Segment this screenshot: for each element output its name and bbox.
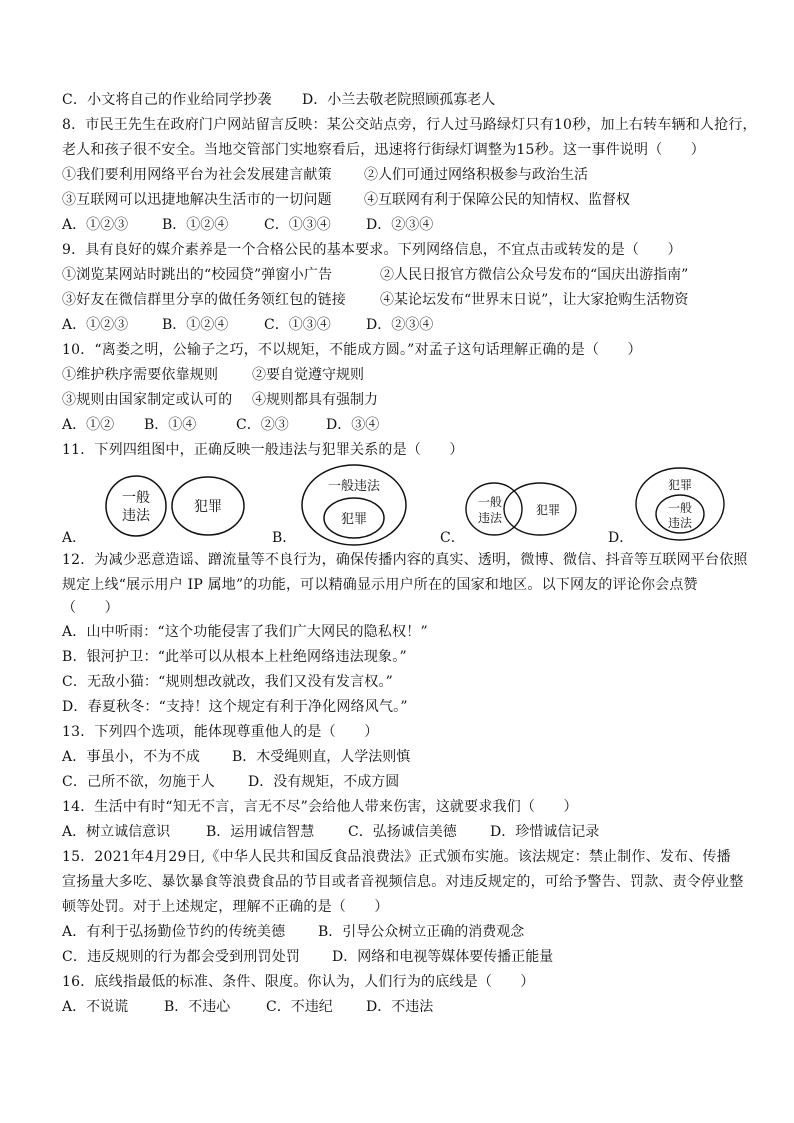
q16-option-c: C．不违纪: [266, 999, 333, 1015]
venn-diagram-d: [632, 462, 732, 546]
q12-stem-line3: （ ）: [62, 600, 119, 616]
q10-item-4: ④规则都具有强制力: [252, 392, 378, 408]
venn-c-text-2: 违法: [477, 511, 503, 525]
q11-label-c: C．: [440, 530, 465, 546]
q8-stem-line1: 8．市民王先生在政府门户网站留言反映：某公交站点旁，行人过马路绿灯只有10秒，加上右转车辆和人抢行，: [62, 117, 757, 133]
q8-option-d: D．②③④: [366, 217, 434, 233]
venn-diagram-a: [100, 468, 250, 548]
venn-a-text-3: 犯罪: [194, 499, 222, 515]
q9-option-d: D．②③④: [366, 317, 434, 333]
q16-stem: 16．底线指最低的标准、条件、限度。你认为，人们行为的底线是（ ）: [62, 974, 535, 990]
venn-b-text-outer: 一般违法: [327, 479, 381, 494]
venn-a-circle-left: [106, 476, 166, 536]
q8-option-a: A．①②③: [62, 217, 129, 233]
q15-option-b: B．引导公众树立正确的消费观念: [318, 924, 525, 940]
q8-item-2: ②人们可通过网络积极参与政治生活: [364, 167, 588, 183]
venn-a-text-1: 一般: [122, 490, 150, 506]
q9-item-3: ③好友在微信群里分享的做任务领红包的链接: [62, 292, 346, 308]
q14-option-c: C．弘扬诚信美德: [348, 824, 457, 840]
q10-stem: 10．“离娄之明，公输子之巧，不以规矩，不能成方圆。”对孟子这句话理解正确的是（ ）: [62, 342, 642, 358]
q15-option-d: D．网络和电视等媒体要传播正能量: [332, 949, 554, 965]
venn-d-text-outer: 犯罪: [667, 478, 693, 492]
q9-option-a: A．①②③: [62, 317, 129, 333]
q15-option-c: C．违反规则的行为都会受到刑罚处罚: [62, 949, 301, 965]
q11-label-d: D．: [608, 530, 634, 546]
q15-stem-line2: 宣扬量大多吃、暴饮暴食等浪费食品的节目或者音视频信息。对违反规定的，可给予警告、罚款、责令停业整: [62, 874, 744, 890]
q8-option-b: B．①②④: [162, 217, 229, 233]
q12-option-b: B．银河护卫：“此举可以从根本上杜绝网络违法现象。”: [62, 649, 407, 665]
venn-c-text-3: 犯罪: [535, 503, 561, 517]
q9-option-b: B．①②④: [162, 317, 229, 333]
venn-diagram-c: [462, 476, 582, 542]
q15-option-a: A．有利于弘扬勤俭节约的传统美德: [62, 924, 286, 940]
q14-option-a: A．树立诚信意识: [62, 824, 171, 840]
q7-option-c: C．小文将自己的作业给同学抄袭: [62, 92, 272, 108]
q14-stem: 14．生活中有时“知无不言，言无不尽”会给他人带来伤害，这就要求我们（ ）: [62, 799, 578, 815]
q16-option-d: D．不违法: [366, 999, 434, 1015]
q10-option-d: D．③④: [326, 417, 380, 433]
q8-item-1: ①我们要利用网络平台为社会发展建言献策: [62, 167, 332, 183]
q8-option-c: C．①③④: [264, 217, 331, 233]
venn-diagram-b: [298, 462, 414, 548]
venn-d-text-inner-1: 一般: [667, 501, 693, 515]
q9-stem: 9．具有良好的媒介素养是一个合格公民的基本要求。下列网络信息，不宜点击或转发的是（ ）: [62, 242, 682, 258]
q9-item-1: ①浏览某网站时跳出的“校园贷”弹窗小广告: [62, 267, 333, 283]
q12-option-d: D．春夏秋冬：“支持！这个规定有利于净化网络风气。”: [62, 699, 408, 715]
q8-item-4: ④互联网有利于保障公民的知情权、监督权: [364, 192, 630, 208]
venn-d-text-inner-2: 违法: [667, 516, 693, 530]
venn-b-text-inner: 犯罪: [340, 512, 368, 527]
q10-item-2: ②要自觉遵守规则: [252, 367, 364, 383]
q11-label-b: B．: [272, 530, 297, 546]
q12-option-a: A．山中听雨：“这个功能侵害了我们广大网民的隐私权！”: [62, 624, 428, 640]
q10-option-b: B．①④: [144, 417, 197, 433]
q10-item-1: ①维护秩序需要依靠规则: [62, 367, 219, 383]
q13-option-b: B．木受绳则直，人学法则慎: [232, 749, 411, 765]
q8-stem-line2: 老人和孩子很不安全。当地交管部门实地察看后，迅速将行街绿灯调整为15秒。这一事件说明（ ）: [62, 142, 706, 158]
q13-stem: 13．下列四个选项，能体现尊重他人的是（ ）: [62, 724, 379, 740]
q9-item-4: ④某论坛发布“世界末日说”，让大家抢购生活物资: [380, 292, 689, 308]
q13-option-c: C．己所不欲，勿施于人: [62, 774, 215, 790]
q12-option-c: C．无敌小猫：“规则想改就改，我们又没有发言权。”: [62, 674, 394, 690]
q14-option-d: D．珍惜诚信记录: [490, 824, 600, 840]
q11-diagram-row: [62, 468, 742, 548]
q16-option-a: A．不说谎: [62, 999, 129, 1015]
q16-option-b: B．不违心: [164, 999, 231, 1015]
q9-item-2: ②人民日报官方微信公众号发布的“国庆出游指南”: [380, 267, 689, 283]
q14-option-b: B．运用诚信智慧: [206, 824, 315, 840]
q7-option-d: D．小兰去敬老院照顾孤寡老人: [302, 92, 496, 108]
venn-b-outer: [302, 465, 406, 545]
q12-stem-line2: 规定上线“展示用户 IP 属地”的功能，可以精确显示用户所在的国家和地区。以下网友的评论你会点赞: [62, 577, 698, 593]
q8-item-3: ③互联网可以迅捷地解决生活市的一切问题: [62, 192, 332, 208]
q15-stem-line3: 顿等处罚。对于上述规定，理解不正确的是（ ）: [62, 899, 389, 915]
q11-label-a: A．: [62, 530, 87, 546]
q10-option-a: A．①②: [62, 417, 115, 433]
q11-stem: 11．下列四组图中，正确反映一般违法与犯罪关系的是（ ）: [62, 442, 464, 458]
q12-stem-line1: 12．为减少恶意造谣、蹭流量等不良行为，确保传播内容的真实、透明，微博、微信、抖音等互联网平台依照: [62, 552, 748, 568]
q13-option-d: D．没有规矩，不成方圆: [248, 774, 400, 790]
q10-item-3: ③规则由国家制定或认可的: [62, 392, 233, 408]
venn-c-text-1: 一般: [477, 495, 503, 509]
venn-a-text-2: 违法: [122, 508, 150, 524]
q13-option-a: A．事虽小，不为不成: [62, 749, 201, 765]
q9-option-c: C．①③④: [264, 317, 331, 333]
q15-stem-line1: 15．2021年4月29日,《中华人民共和国反食品浪费法》正式颁布实施。该法规定：禁止制作、发布、传播: [62, 849, 731, 865]
q10-option-c: C．②③: [236, 417, 289, 433]
